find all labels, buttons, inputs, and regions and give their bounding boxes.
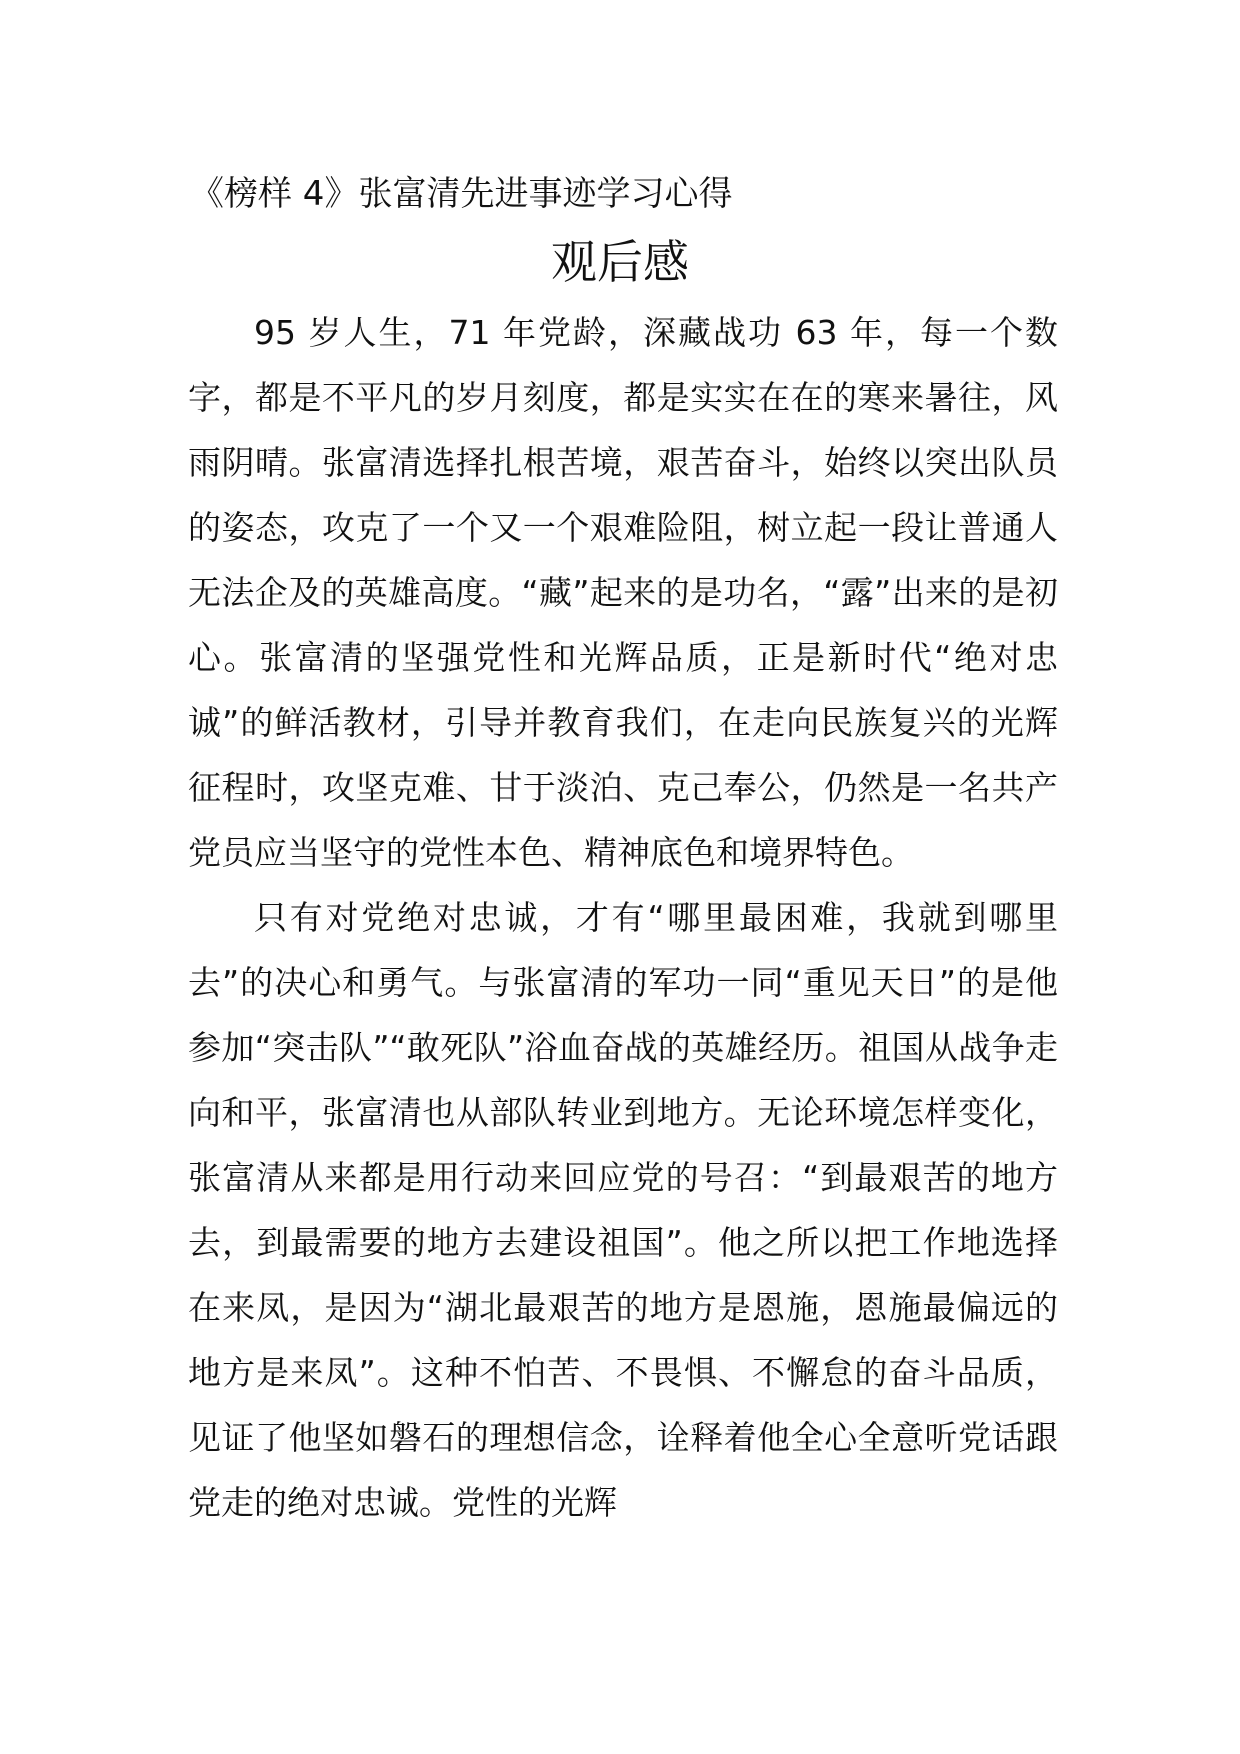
document-body bbox=[188, 300, 1058, 1535]
document-subtitle: 观后感 bbox=[551, 235, 689, 289]
paragraph-1: 95 岁人生，71 年党龄，深藏战功 63 年，每一个数字，都是不平凡的岁月刻度，都是实实在在的寒来暑往，风雨阴晴。张富清选择扎根苦境，艰苦奋斗，始终以突出队员的姿态，攻克了一个又一个艰难险阻，树立起一段让普通人无法企及的英雄高度。“藏”起来的是功名，“露”出来的是初心。张富清的坚强党性和光辉品质，正是新时代“绝对忠诚”的鲜活教材，引导并教育我们，在走向民族复兴的光辉征程时，攻坚克难、甘于淡泊、克己奉公，仍然是一名共产党员应当坚守的党性本色、精神底色和境界特色。 bbox=[188, 313, 1058, 872]
document-title: 《榜样 4》张富清先进事迹学习心得 bbox=[190, 174, 733, 214]
paragraph-2: 只有对党绝对忠诚，才有“哪里最困难，我就到哪里去”的决心和勇气。与张富清的军功一同“重见天日”的是他参加“突击队”“敢死队”浴血奋战的英雄经历。祖国从战争走向和平，张富清也从部队转业到地方。无论环境怎样变化，张富清从来都是用行动来回应党的号召：“到最艰苦的地方去，到最需要的地方去建设祖国”。他之所以把工作地选择在来凤，是因为“湖北最艰苦的地方是恩施，恩施最偏远的地方是来凤”。这种不怕苦、不畏惧、不懈怠的奋斗品质，见证了他坚如磐石的理想信念，诠释着他全心全意听党话跟党走的绝对忠诚。党性的光辉 bbox=[188, 898, 1058, 1522]
